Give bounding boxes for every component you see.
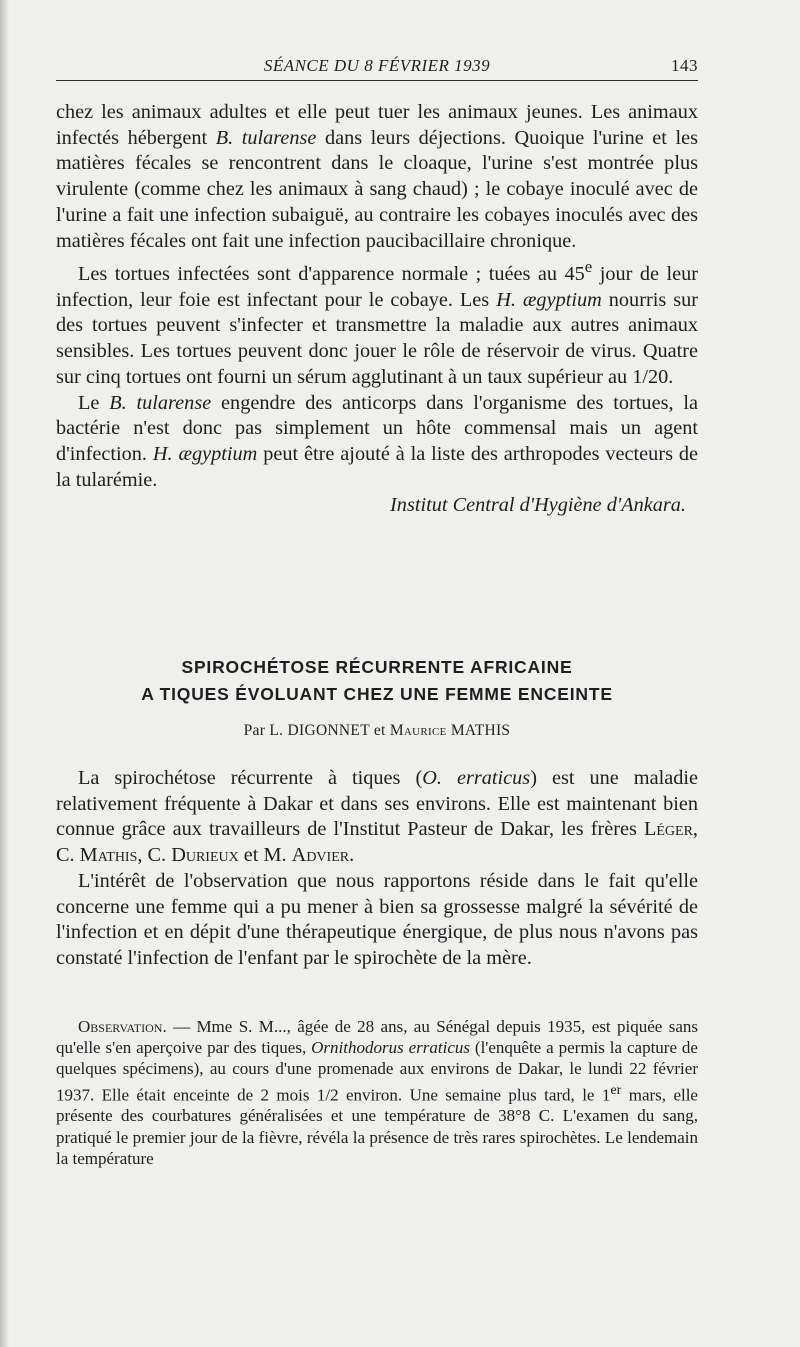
observation-block [56, 1016, 698, 1169]
text-run: , C. [56, 818, 698, 867]
species-name: Ornithodorus erraticus [311, 1038, 470, 1058]
page-edge-shadow [0, 0, 9, 1347]
title-line: A TIQUES ÉVOLUANT CHEZ UNE FEMME ENCEINTE [141, 684, 613, 704]
article-authors [56, 722, 698, 740]
header-title: SÉANCE DU 8 FÉVRIER 1939 [263, 56, 491, 75]
species-name: B. tularense [215, 126, 317, 149]
superscript: er [610, 1081, 622, 1098]
superscript: e [584, 257, 593, 277]
text-run: (l'enquête a permis la capture de quelques spécimens), au cours d'une promenade aux environs de Dakar, le lundi 22 février 1937. Elle était enceinte de 2 mois 1/2 environ. Une semaine plus tard, le 1 [56, 1038, 698, 1105]
species-name: B. tularense [109, 391, 212, 414]
text-run: et M. [238, 844, 292, 867]
article-title [56, 654, 698, 708]
text-run: — Mme S. M..., âgée de 28 ans, au Sénégal depuis 1935, est piquée sans qu'elle s'en aperçoive par des tiques, [56, 1017, 698, 1058]
paragraph [56, 254, 698, 390]
text-run: , C. [137, 844, 172, 867]
text-run: jour de leur infection, leur foie est infectant pour le cobaye. Les [56, 262, 698, 311]
section-continuation [56, 100, 698, 519]
title-line: SPIROCHÉTOSE RÉCURRENTE AFRICAINE [181, 657, 573, 677]
observation-label: Observation. [78, 1017, 167, 1036]
text-run: nourris sur des tortues peuvent s'infecter et transmettre la maladie aux autres animaux sensibles. Les tortues peuvent donc jouer le rôle de réservoir de virus. Quatre sur cinq tortues ont fourni un sérum agglutinant à un taux supérieur au 1/20. [56, 288, 699, 388]
species-name: H. ægyptium [496, 288, 602, 311]
paragraph: L'intérêt de l'observation que nous rapportons réside dans le fait qu'elle concerne une femme qui a pu mener à bien sa grossesse malgré la sévérité de l'infection et en dépit d'une thérapeutique énergique, de plus nous n'avons pas constaté l'infection de l'enfant par le spirochète de la mère. [56, 869, 698, 969]
author-text: Par L. DIGONNET et [243, 722, 390, 739]
person-name: Durieux [171, 844, 239, 867]
author-firstname: Maurice [389, 722, 447, 739]
page-number: 143 [671, 56, 698, 75]
text-run: chez les animaux adultes et elle peut tuer les animaux jeunes. Les animaux infectés hébergent [56, 101, 698, 149]
text-run: La spirochétose récurrente à tiques ( [78, 767, 423, 789]
text-run: Les tortues infectées sont d'apparence normale ; tuées au 45 [78, 262, 585, 285]
paragraph [56, 1016, 698, 1169]
paragraph [56, 100, 698, 254]
text-run: mars, elle présente des courbatures généralisées et une température de 38°8 C. L'examen du sang, pratiqué le premier jour de la fièvre, révéla la présence de très rares spirochètes. Le lendemain la température [56, 1085, 698, 1168]
text-run: peut être ajouté à la liste des arthropodes vecteurs de la tularémie. [56, 442, 698, 491]
paragraph [56, 391, 698, 494]
institution-signature: Institut Central d'Hygiène d'Ankara. [390, 494, 686, 517]
species-name: O. erraticus [422, 767, 531, 789]
person-name: Léger [643, 818, 693, 841]
person-name: Advier [291, 844, 350, 867]
text-run: ) est une maladie relativement fréquente à Dakar et dans ses environs. Elle est maintenant bien connue grâce aux travailleurs de l'Institut Pasteur de Dakar, les frères [56, 767, 698, 841]
person-name: Mathis [79, 844, 138, 867]
text-run: . [349, 844, 355, 867]
paragraph [56, 766, 698, 869]
text-run: Le [78, 391, 110, 414]
text-run: engendre des anticorps dans l'organisme des tortues, la bactérie n'est donc pas simplement un hôte commensal mais un agent d'infection. [56, 391, 698, 465]
article-body [56, 766, 698, 972]
species-name: H. ægyptium [152, 442, 258, 465]
running-header [56, 56, 698, 81]
author-text: MATHIS [446, 722, 511, 739]
text-run: dans leurs déjections. Quoique l'urine et les matières fécales se rencontrent dans le cloaque, l'urine s'est montrée plus virulente (comme chez les animaux à sang chaud) ; le cobaye inoculé avec de l'urine a fait une infection subaiguë, au contraire les cobayes inoculés avec des matières fécales ont fait une infection paucibacillaire chronique. [56, 126, 699, 252]
